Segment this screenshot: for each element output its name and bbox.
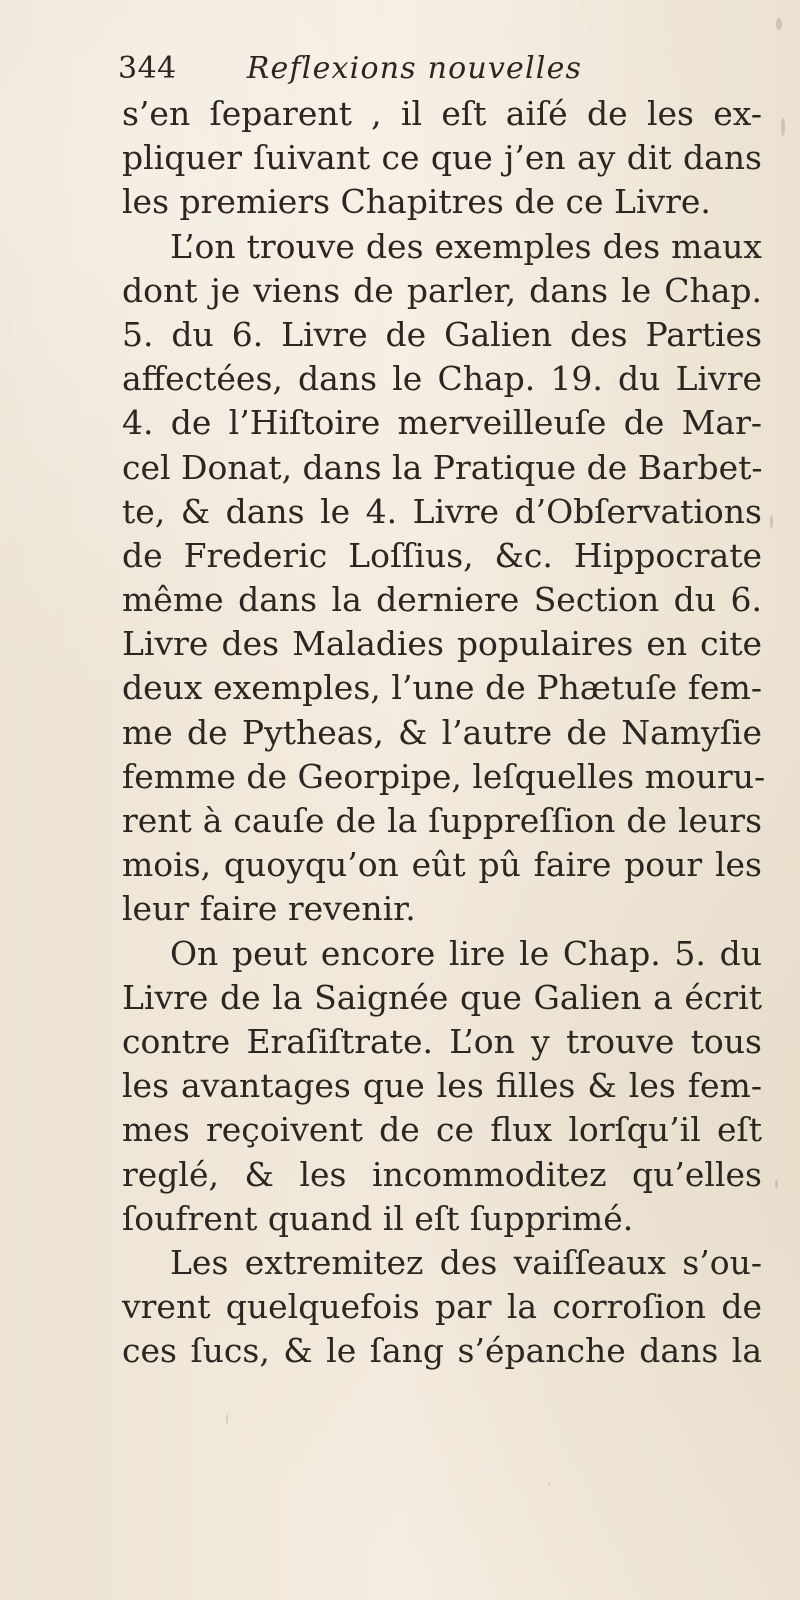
paper-speck	[775, 1180, 778, 1189]
text-line-7: affectées, dans le Chap. 19. du Livre	[122, 359, 762, 399]
text-line-17: rent à cauſe de la ſuppreſſion de leurs	[122, 801, 762, 840]
paper-speck	[776, 18, 782, 30]
text-line-16: femme de Georpipe, leſquelles mouru-	[122, 756, 766, 796]
text-line-18: mois, quoyqu’on eût pû faire pour les	[122, 845, 762, 885]
text-line-23: les avantages que les filles & les fem-	[122, 1066, 762, 1106]
text-line-4: L’on trouve des exemples des maux	[170, 226, 762, 266]
text-line-15: me de Pytheas, & l’autre de Namyſie	[122, 712, 762, 752]
paper-speck	[548, 1483, 550, 1485]
text-line-8: 4. de l’Hiſtoire merveilleuſe de Mar-	[122, 403, 762, 443]
text-line-21: Livre de la Saignée que Galien a écrit	[122, 977, 762, 1017]
paper-speck	[781, 118, 785, 136]
page-number: 344	[118, 51, 177, 86]
text-line-14: deux exemples, l’une de Phætuſe fem-	[122, 668, 762, 708]
text-line-6: 5. du 6. Livre de Galien des Parties	[122, 314, 762, 354]
text-line-9: cel Donat, dans la Pratique de Barbet-	[122, 447, 763, 487]
text-line-20: On peut encore lire le Chap. 5. du	[170, 933, 762, 973]
text-line-13: Livre des Maladies populaires en cite	[122, 624, 762, 664]
text-line-2: pliquer ſuivant ce que j’en ay dit dans	[122, 138, 762, 178]
paper-speck	[770, 515, 773, 529]
text-line-1: s’en ſeparent , il eſt aiſé de les ex-	[122, 94, 762, 133]
text-line-28: vrent quelquefois par la corroſion de	[122, 1287, 762, 1327]
text-line-5: dont je viens de parler, dans le Chap.	[122, 270, 762, 310]
running-title: Reflexions nouvelles	[246, 51, 583, 86]
text-line-27: Les extremitez des vaiſſeaux s’ou-	[170, 1242, 762, 1282]
text-line-11: de Frederic Loſſius, &c. Hippocrate	[122, 535, 762, 575]
text-line-3: les premiers Chapitres de ce Livre.	[122, 182, 711, 222]
text-line-22: contre Eraſiſtrate. L’on y trouve tous	[122, 1021, 762, 1061]
paper-speck	[226, 1414, 228, 1424]
page-text	[122, 92, 766, 1373]
text-line-25: reglé, & les incommoditez qu’elles	[122, 1154, 762, 1194]
text-line-19: leur faire revenir.	[122, 889, 416, 929]
text-line-29: ces ſucs, & le ſang s’épanche dans la	[122, 1331, 762, 1371]
text-line-24: mes reçoivent de ce flux lorſqu’il eſt	[122, 1110, 762, 1150]
text-line-26: ſoufrent quand il eſt ſupprimé.	[122, 1198, 634, 1238]
text-line-12: même dans la derniere Section du 6.	[122, 580, 762, 620]
text-line-10: te, & dans le 4. Livre d’Obſervations	[122, 491, 762, 531]
